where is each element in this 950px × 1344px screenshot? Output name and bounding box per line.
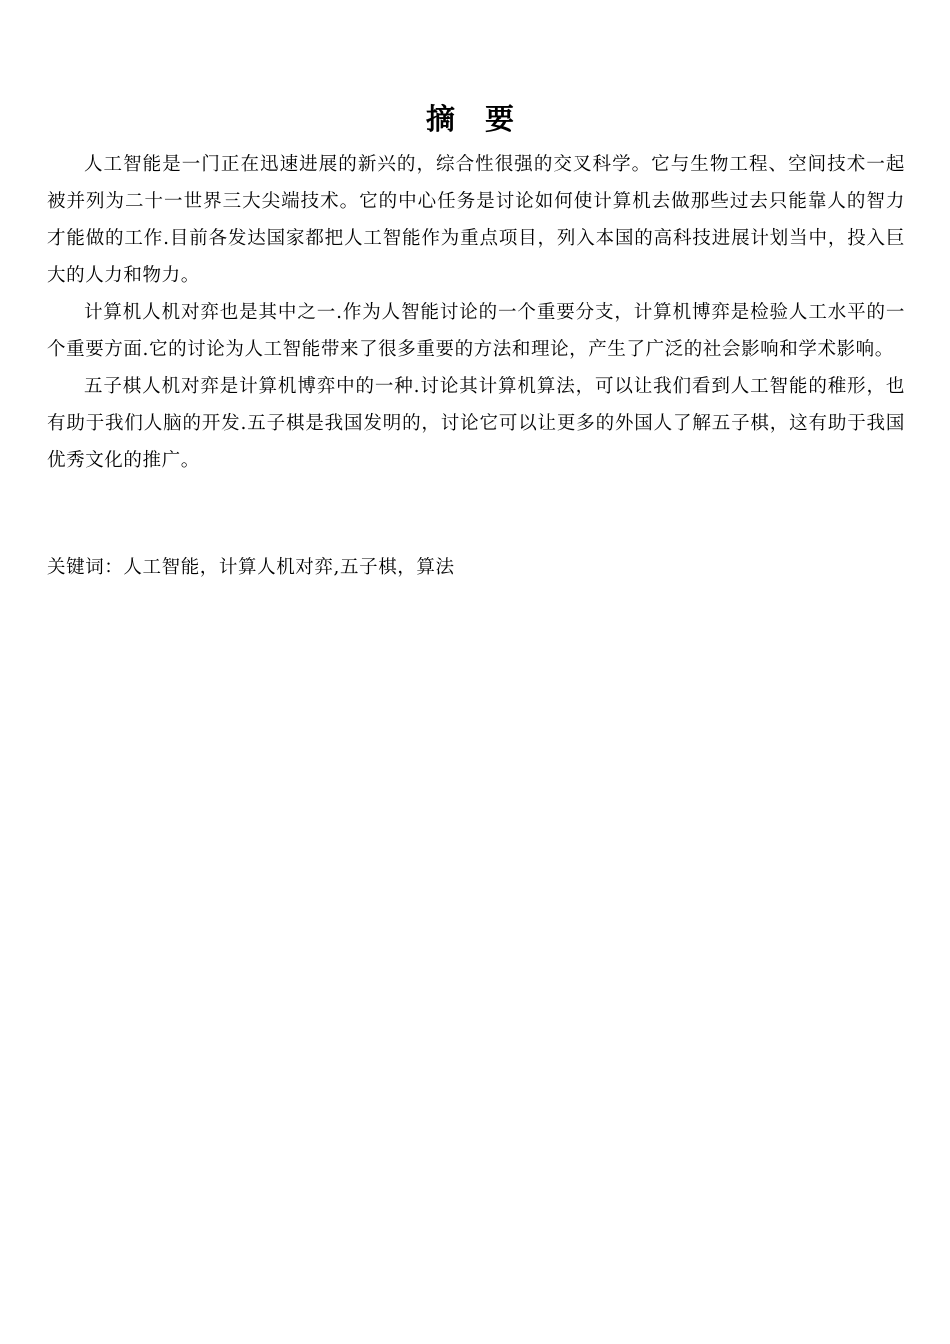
abstract-body: [47, 146, 905, 479]
abstract-paragraph-2: 计算机人机对弈也是其中之一.作为人智能讨论的一个重要分支，计算机博弈是检验人工水平的一个重要方面.它的讨论为人工智能带来了很多重要的方法和理论，产生了广泛的社会影响和学术影响。: [47, 302, 905, 360]
abstract-paragraph-3: 五子棋人机对弈是计算机博弈中的一种.讨论其计算机算法，可以让我们看到人工智能的稚形，也有助于我们人脑的开发.五子棋是我国发明的，讨论它可以让更多的外国人了解五子棋，这有助于我国优秀文化的推广。: [47, 376, 905, 471]
abstract-paragraph-1: 人工智能是一门正在迅速进展的新兴的，综合性很强的交叉科学。它与生物工程、空间技术一起被并列为二十一世界三大尖端技术。它的中心任务是讨论如何使计算机去做那些过去只能靠人的智力才能做的工作.目前各发达国家都把人工智能作为重点项目，列入本国的高科技进展计划当中，投入巨大的人力和物力。: [47, 154, 905, 286]
keywords-line: [47, 549, 905, 586]
keywords-label: 关键词：: [47, 557, 124, 578]
abstract-title: 摘 要: [425, 102, 525, 137]
keywords-list: 人工智能，计算人机对弈,五子棋，算法: [123, 557, 455, 578]
